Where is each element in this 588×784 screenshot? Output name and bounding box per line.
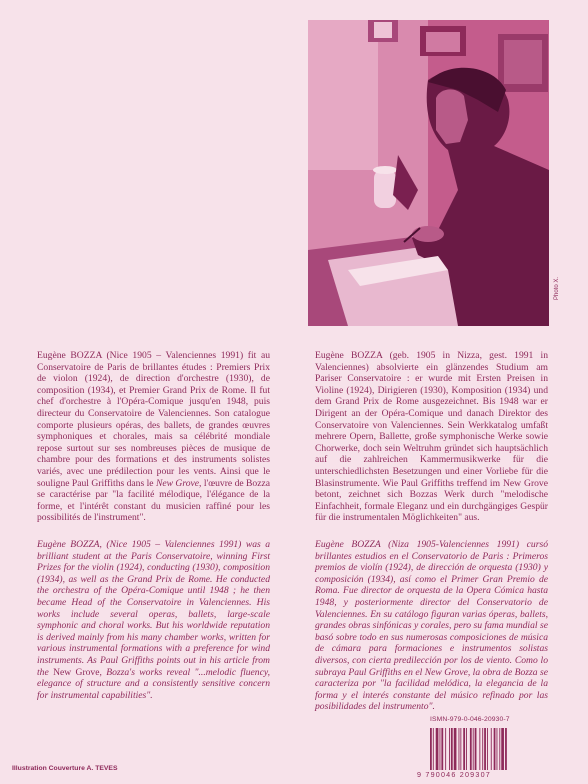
bio-german-text: Eugène BOZZA (geb. 1905 in Nizza, gest. 1991 in Valenciennes) absolvierte ein glänzendes Studium am Pariser Conservatoire : er wurde mit Ersten Preisen in Violine (1924), Dirigieren (1930), Komposition (1934) und dem Grand Prix de Rome ausgezeichnet. Bis 1948 war er Dirigent an der Opéra-Comique und danach Direktor des Conservatoire von Valenciennes. Sein Werkkatalog umfaßt mehrere Opern, Ballette, große symphonische Werke sowie Chorwerke, doch sein Weltruhm gründet sich hauptsächlich auf die zahlreichen Kammermusikwerke für die unterschiedlichsten Besetzungen und einer Vorliebe für die Blasinstrumente. Wie Paul Griffiths treffend im New Grove betont, zeichnet sich Bozzas Werk durch "melodische Einfachheit, formale Eleganz und ein durchgängiges Gespür für die instrumentalen Möglichkeiten" aus. — [315, 350, 548, 524]
bio-english-new-grove: New Grove — [53, 666, 100, 678]
bio-english-text-2: , Bozza's works reveal "...melodic fluency, elegance of structure and a consistently sensitive concern for instrumental capabilities". — [37, 666, 270, 701]
bio-french — [37, 350, 270, 524]
bio-french-text-2: , l'œuvre de Bozza se caractérise par "la facilité mélodique, l'élégance de la forme, et l'intérêt constant du musicien raffiné pour les possibilités de l'instrument". — [37, 477, 271, 524]
bio-english-text-1: Eugène BOZZA, (Nice 1905 – Valenciennes 1991) was a brilliant student at the Paris Conservatoire, winning First Prizes for the violin (1924), conducting (1930), composition (1934), as well as the Grand Prix de Rome. He conducted the orchestra of the Opéra-Comique until 1948 ; he then became Head of the Conservatoire in Valenciennes. His works include several operas, ballets, large-scale symphonic and choral works. But his worldwide reputation is derived mainly from his many chamber works, written for various instrumental formations with a preference for wind instruments. As Paul Griffiths points out in his article from the — [37, 539, 270, 678]
bio-spanish — [315, 539, 548, 713]
bio-german — [315, 350, 548, 524]
bio-english — [37, 539, 270, 701]
barcode-graphic — [428, 728, 540, 774]
bio-french-new-grove: New Grove — [155, 477, 200, 489]
composer-photo — [308, 20, 549, 326]
bio-french-text-1: Eugène BOZZA (Nice 1905 – Valenciennes 1991) fit au Conservatoire de Paris de brillantes études : Premiers Prix de violon (1924), de direction d'orchestre (1930), de composition (1934), et Premier Grand Prix de Rome. Il fut chef d'orchestre à l'Opéra-Comique jusqu'en 1948, puis directeur du Conservatoire de Valenciennes. Son catalogue comporte plusieurs opéras, des ballets, de grandes œuvres symphoniques et chorales, mais sa célébrité mondiale repose surtout sur ses nombreuses pièces de musique de chambre pour des formations et des instruments solistes variés, avec une prédilection pour les vents. Ainsi que le souligne Paul Griffiths dans le — [37, 350, 270, 489]
illustration-credit: Illustration Couverture A. TEVES — [12, 765, 118, 772]
bio-spanish-text: Eugène BOZZA (Niza 1905-Valenciennes 1991) cursó brillantes estudios en el Conservatorio de Paris : Primeros premios de violín (1924), de dirección de orquesta (1930) y composición (1934), así como el Primer Gran Premio de Roma. Fue director de orquesta de la Opera Cómica hasta 1948, y posteriormente director del Conservatorio de Valenciennes. En su catálogo figuran varias óperas, ballets, grandes obras sinfónicas y corales, pero su fama mundial se basó sobre todo en sus numerosas composiciones de música de cámara para formaciones e instrumentos solistas diversos, con cierta predilección por los de viento. Como lo subraya Paul Griffiths en el New Grove, la obra de Bozza se caracteriza por "la facilidad melódica, la elegancia de la forma y el interés constante del músico refinado por las posibilidades del instrumento". — [315, 539, 548, 713]
photo-credit: Photo X. — [554, 276, 560, 300]
composer-photo-illustration — [308, 20, 549, 326]
ismn-number: ISMN-979-0-046-20930-7 — [430, 716, 510, 723]
barcode-digits: 9 790046 209307 — [417, 770, 491, 779]
